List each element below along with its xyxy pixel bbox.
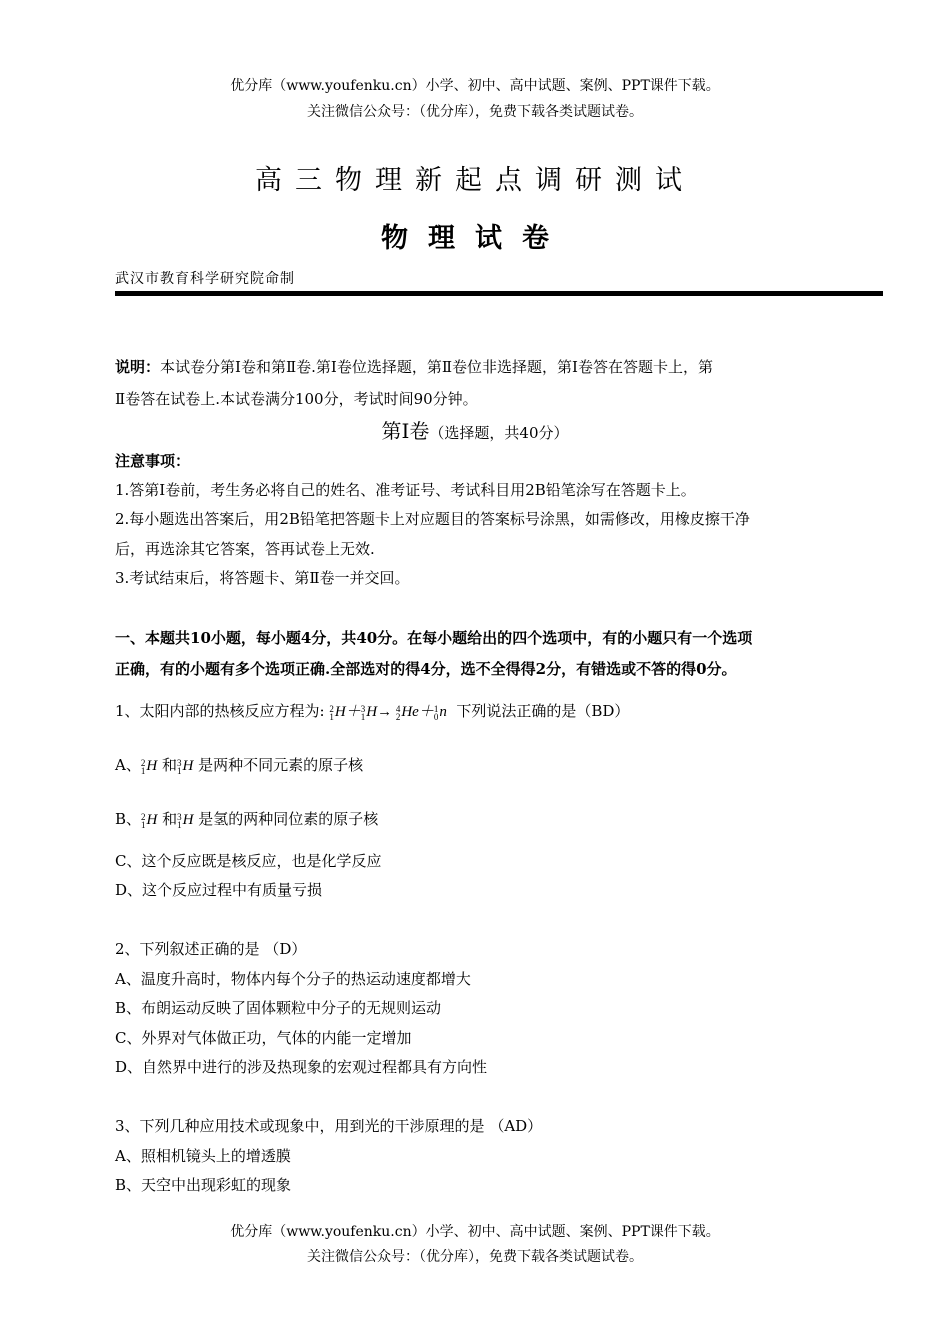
q1-option-a xyxy=(115,754,363,775)
title-divider xyxy=(115,291,883,296)
q1-a-suffix: 是两种不同元素的原子核 xyxy=(198,756,364,774)
q1-a-mid: 和 xyxy=(161,756,177,774)
page-subtitle: 物理试卷 xyxy=(381,223,569,254)
q1-b-prefix: B、 xyxy=(115,810,142,828)
header-line-1: 优分库（www.youfenku.cn）小学、初中、高中试题、案例、PPT课件下载。 xyxy=(230,78,720,94)
q2-option-a: A、温度升高时，物体内每个分子的热运动速度都增大 xyxy=(115,970,471,988)
section-note: （选择题，共40分） xyxy=(429,424,569,442)
notes-item-2b: 后，再选涂其它答案，答再试卷上无效. xyxy=(115,540,375,558)
footer-line-2: 关注微信公众号：（优分库），免费下载各类试题试卷。 xyxy=(307,1249,643,1265)
q1-option-c: C、这个反应既是核反应，也是化学反应 xyxy=(115,852,382,870)
footer-line-1: 优分库（www.youfenku.cn）小学、初中、高中试题、案例、PPT课件下载。 xyxy=(230,1224,720,1240)
q2-option-c: C、外界对气体做正功，气体的内能一定增加 xyxy=(115,1029,412,1047)
q1-stem-prefix: 1、太阳内部的热核反应方程为: xyxy=(115,702,325,720)
q2-option-b: B、布朗运动反映了固体颗粒中分子的无规则运动 xyxy=(115,999,442,1017)
q1-b-mid: 和 xyxy=(162,810,178,828)
q1-reaction-equation: 2 1H＋3 1H→ 4 2He＋1 0n xyxy=(329,703,447,722)
q1-a-deuterium: 2 1H xyxy=(140,757,158,776)
q3-stem: 3、下列几种应用技术或现象中，用到光的干涉原理的是 （AD） xyxy=(115,1117,543,1135)
q1-a-prefix: A、 xyxy=(115,756,141,774)
q2-stem: 2、下列叙述正确的是 （D） xyxy=(115,940,307,958)
part1-line-2: 正确，有的小题有多个选项正确.全部选对的得4分，选不全得得2分，有错选或不答的得0分。 xyxy=(115,660,737,678)
section-title: 第Ⅰ卷 xyxy=(381,419,430,443)
notes-title: 注意事项： xyxy=(115,452,191,470)
q1-a-tritium: 3 1H xyxy=(176,757,194,776)
notes-item-2a: 2.每小题选出答案后，用2B铅笔把答题卡上对应题目的答案标号涂黑，如需修改，用橡皮擦干净 xyxy=(115,510,750,528)
instructions-line-2: Ⅱ卷答在试卷上.本试卷满分100分，考试时间90分钟。 xyxy=(115,390,478,408)
q1-stem-suffix: 下列说法正确的是（BD） xyxy=(456,702,630,720)
q1-option-d: D、这个反应过程中有质量亏损 xyxy=(115,881,323,899)
q1-b-deuterium: 2 1H xyxy=(141,811,158,830)
page-title: 高三物理新起点调研测试 xyxy=(255,165,695,196)
instructions-text-1: 本试卷分第Ⅰ卷和第Ⅱ卷.第Ⅰ卷位选择题，第Ⅱ卷位非选择题，第Ⅰ卷答在答题卡上，第 xyxy=(160,358,713,376)
notes-item-3: 3.考试结束后，将答题卡、第Ⅱ卷一并交回。 xyxy=(115,569,410,587)
instructions-line-1 xyxy=(115,356,713,377)
notes-item-1: 1.答第Ⅰ卷前，考生务必将自己的姓名、准考证号、考试科目用2B铅笔涂写在答题卡上。 xyxy=(115,481,696,499)
q3-option-b: B、天空中出现彩虹的现象 xyxy=(115,1176,292,1194)
q2-option-d: D、自然界中进行的涉及热现象的宏观过程都具有方向性 xyxy=(115,1058,488,1076)
q3-option-a: A、照相机镜头上的增透膜 xyxy=(115,1147,291,1165)
q1-stem xyxy=(115,700,629,721)
part1-line-1: 一、本题共10小题，每小题4分，共40分。在每小题给出的四个选项中，有的小题只有一个选项 xyxy=(115,629,753,647)
q1-option-b xyxy=(115,808,378,829)
section-heading xyxy=(0,415,950,444)
q1-b-tritium: 3 1H xyxy=(177,811,194,830)
author-line: 武汉市教育科学研究院命制 xyxy=(115,271,295,287)
header-line-2: 关注微信公众号：（优分库），免费下载各类试题试卷。 xyxy=(307,104,643,120)
q1-b-suffix: 是氢的两种同位素的原子核 xyxy=(198,810,379,828)
instructions-label: 说明： xyxy=(115,358,161,376)
